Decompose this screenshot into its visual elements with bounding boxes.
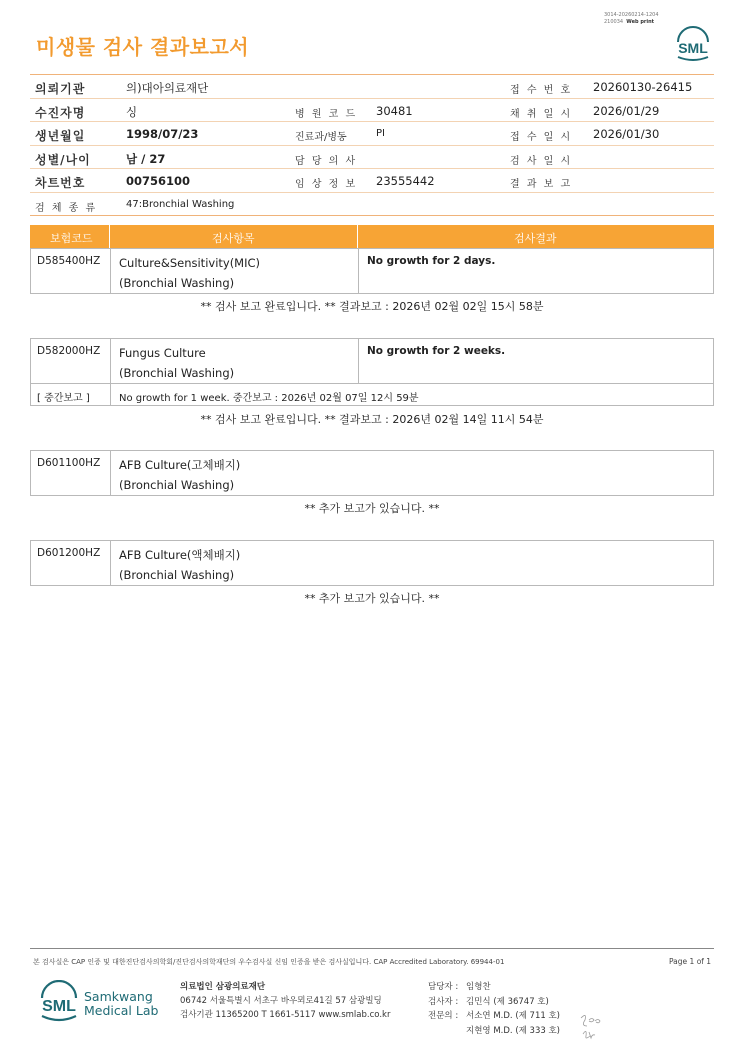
info-row [30, 122, 714, 146]
ref-code: 3014-20260214-1204 [604, 12, 659, 18]
test-item [119, 343, 234, 383]
info-row [30, 146, 714, 170]
ref-time: 210034 [604, 19, 624, 25]
staff-entry: 전문의 : 서소연 M.D. (제 711 호) [428, 1011, 561, 1021]
svg-text:SML: SML [678, 40, 708, 56]
test-code: D601100HZ [37, 457, 101, 469]
chart-no-label: 차트번호 [35, 176, 86, 190]
web-print-label: Web print [626, 19, 655, 25]
document-title: 미생물 검사 결과보고서 [36, 35, 250, 59]
staff-list [428, 980, 560, 1038]
clinical-info-label: 임 상 정 보 [295, 179, 358, 190]
birth-value: 1998/07/23 [126, 127, 199, 141]
test-row [30, 450, 714, 496]
test-code: D582000HZ [37, 345, 101, 357]
additional-report-note: ** 추가 보고가 있습니다. ** [304, 592, 440, 605]
document-ref-code [604, 12, 659, 26]
test-code: D585400HZ [37, 255, 101, 267]
sex-age-value: 남 / 27 [126, 151, 166, 166]
test-item [119, 545, 240, 585]
results-table-header [30, 225, 714, 248]
receipt-date-label: 접 수 일 시 [510, 132, 573, 143]
test-item-specimen: (Bronchial Washing) [119, 366, 235, 380]
test-item-specimen: (Bronchial Washing) [119, 568, 235, 582]
staff-entry: 지현영 M.D. (제 333 호) [466, 1025, 561, 1036]
sex-age-label: 성별/나이 [35, 152, 91, 167]
test-row [30, 540, 714, 586]
interim-report-label: [ 중간보고 ] [37, 393, 90, 404]
chart-no-value: 00756100 [126, 174, 191, 188]
org-contact: 검사기관 11365200 T 1661-5117 www.smlab.co.kr [180, 1010, 391, 1020]
info-row [30, 75, 714, 99]
receipt-no-value: 20260130-26415 [593, 80, 693, 94]
sml-logo [672, 26, 714, 64]
brand-line-1: Samkwang [84, 989, 153, 1004]
test-item-name: AFB Culture(액체배지) [119, 548, 241, 562]
test-row [30, 338, 714, 406]
test-item-specimen: (Bronchial Washing) [119, 276, 235, 290]
clinical-info-value: 23555442 [376, 174, 435, 188]
test-code: D601200HZ [37, 547, 101, 559]
dept-value: PI [376, 128, 385, 139]
test-row [30, 248, 714, 294]
test-item-specimen: (Bronchial Washing) [119, 478, 235, 492]
test-date-label: 검 사 일 시 [510, 155, 573, 167]
dept-label: 진료과/병동 [295, 132, 347, 143]
code-column-header: 보험코드 [50, 232, 93, 245]
brand-line-2: Medical Lab [84, 1003, 159, 1018]
report-status-note: ** 검사 보고 완료입니다. ** 결과보고 : 2026년 02월 14일 11시 54분 [200, 413, 544, 426]
patient-info-table [30, 74, 714, 216]
brand-name [84, 990, 158, 1018]
receipt-no-label: 접 수 번 호 [510, 85, 573, 96]
handwritten-signature [577, 1010, 607, 1042]
test-item-name: AFB Culture(고체배지) [119, 458, 241, 472]
patient-name-value: 싱 [126, 104, 138, 119]
info-row [30, 99, 714, 123]
org-name: 의료법인 삼광의료재단 [180, 982, 266, 992]
test-result: No growth for 2 days. [367, 255, 496, 267]
org-address: 06742 서울특별시 서초구 바우뫼로41길 57 삼광빌딩 [180, 996, 382, 1006]
info-row [30, 193, 714, 217]
request-org-label: 의뢰기관 [35, 82, 86, 96]
test-result: No growth for 2 weeks. [367, 345, 506, 357]
svg-text:SML: SML [42, 998, 76, 1015]
receipt-date-value: 2026/01/30 [593, 127, 660, 141]
page-number: Page 1 of 1 [669, 957, 712, 966]
staff-entry: 담당자 : 임형찬 [428, 982, 491, 992]
report-status-note: ** 검사 보고 완료입니다. ** 결과보고 : 2026년 02월 02일 15시 58분 [200, 300, 544, 313]
sampling-date-label: 채 취 일 시 [510, 108, 573, 120]
specimen-label: 검 체 종 류 [35, 202, 98, 214]
doctor-label: 담 당 의 사 [295, 155, 358, 167]
sampling-date-value: 2026/01/29 [593, 103, 660, 118]
info-row [30, 169, 714, 193]
sml-logo [36, 980, 82, 1026]
interim-report-text: No growth for 1 week. 중간보고 : 2026년 02월 07일 12시 59분 [119, 393, 419, 404]
request-org-value: 의)대아의료재단 [126, 81, 209, 95]
organization-info [180, 980, 390, 1022]
test-item [119, 253, 260, 293]
test-item [119, 455, 240, 495]
result-column-header: 검사결과 [514, 232, 557, 245]
item-column-header: 검사항목 [212, 232, 255, 245]
footer-divider [30, 948, 714, 949]
specimen-value: 47:Bronchial Washing [126, 198, 235, 210]
hospital-code-value: 30481 [376, 103, 413, 118]
patient-name-label: 수진자명 [35, 105, 86, 120]
test-item-name: Culture&Sensitivity(MIC) [119, 256, 261, 270]
staff-entry: 검사자 : 김민식 (제 36747 호) [428, 996, 549, 1007]
test-item-name: Fungus Culture [119, 346, 206, 360]
birth-label: 생년월일 [35, 129, 86, 143]
hospital-code-label: 병 원 코 드 [295, 108, 358, 120]
report-label: 결 과 보 고 [510, 179, 573, 190]
certification-text: 본 검사실은 CAP 인증 및 대한진단검사의학회/진단검사의학재단의 우수검사실 신임 인증을 받은 검사실입니다. CAP Accredited Laboratory. 69944-01 [33, 958, 505, 966]
additional-report-note: ** 추가 보고가 있습니다. ** [304, 502, 440, 515]
